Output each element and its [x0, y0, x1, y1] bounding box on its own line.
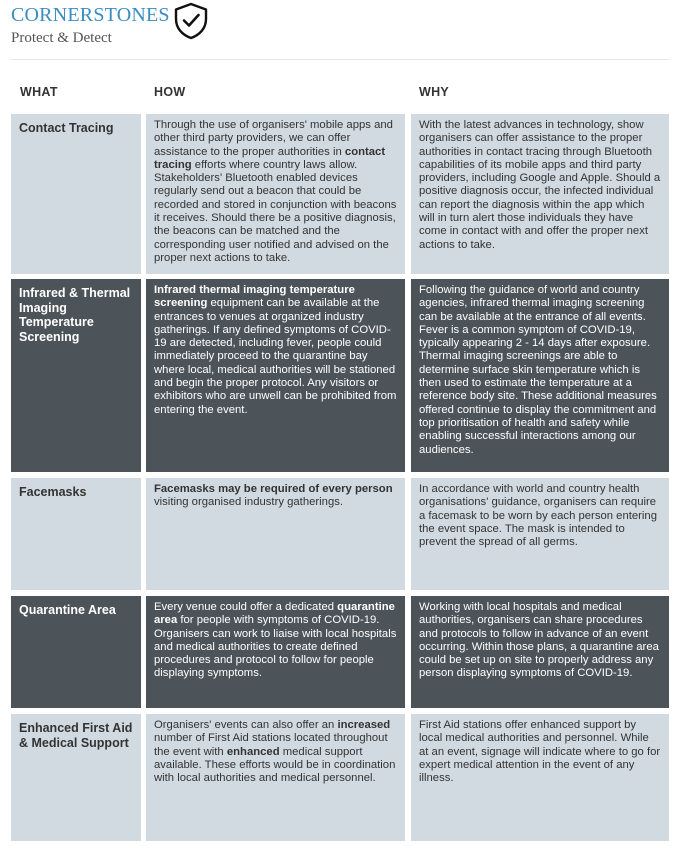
- row-how: Infrared thermal imaging temperature screening equipment can be available at the entrances to venues at organized industry gatherings. If any defined symptoms of COVID-19 are detected, including fever, people could immediately proceed to the quarantine bay where local, medical authorities will be stationed and begin the proper protocol. Any visitors or exhibitors who are unwell can be prohibited from entering the event.: [146, 279, 405, 472]
- column-header-why: WHY: [419, 85, 450, 99]
- shield-check-icon: [173, 2, 209, 40]
- row-why: In accordance with world and country health organisations' guidance, organisers can require a facemask to be worn by each person entering the event space. The mask is intended to prevent the spread of all germs.: [411, 478, 669, 590]
- row-why: With the latest advances in technology, show organisers can offer assistance to the proper authorities in contact tracing through Bluetooth capabilities of its mobile apps and third party providers, including Google and Apple. Should a positive diagnosis occur, the infected individual can report the diagnosis within the app which will in turn alert those individuals they have come in contact with and offer the proper next actions to take.: [411, 114, 669, 274]
- header: [11, 4, 170, 47]
- row-what: Contact Tracing: [11, 114, 141, 274]
- brand-subtitle: Protect & Detect: [11, 30, 112, 46]
- brand-title: CORNERSTONES: [11, 4, 170, 26]
- row-what: Quarantine Area: [11, 596, 141, 708]
- row-why: Following the guidance of world and country agencies, infrared thermal imaging screening can be available at the entrance of all events. Fever is a common symptom of COVID-19, typically appearing 2 - 14 days after exposure. Thermal imaging screenings are able to determine surface skin temperature which is then used to estimate the temperature at a reference body site. These additional measures offered continue to display the commitment and top prioritisation of health and safety while enabling successful interactions among our audiences.: [411, 279, 669, 472]
- row-why: Working with local hospitals and medical authorities, organisers can share procedures and protocols to follow in advance of an event occurring. Within those plans, a quarantine area could be set up on site to properly address any person displaying symptoms of COVID-19.: [411, 596, 669, 708]
- header-divider: [11, 59, 669, 60]
- row-why: First Aid stations offer enhanced support by local medical authorities and personnel. While at an event, signage will indicate where to go for expert medical attention in the event of any illness.: [411, 714, 669, 841]
- row-what: Facemasks: [11, 478, 141, 590]
- row-how: Every venue could offer a dedicated quarantine area for people with symptoms of COVID-19. Organisers can work to liaise with local hospitals and medical authorities to create defined procedures and protocol to follow for people displaying symptoms.: [146, 596, 405, 708]
- row-how: Facemasks may be required of every person visiting organised industry gatherings.: [146, 478, 405, 590]
- row-what: Infrared & Thermal Imaging Temperature Screening: [11, 279, 141, 472]
- column-header-what: WHAT: [20, 85, 58, 99]
- row-what: Enhanced First Aid & Medical Support: [11, 714, 141, 841]
- row-how: Through the use of organisers' mobile apps and other third party providers, we can offer assistance to the proper authorities in contact tracing efforts where country laws allow. Stakeholders' Bluetooth enabled devices regularly send out a beacon that could be recorded and stored in conjunction with beacons it receives. Should there be a positive diagnosis, the beacons can be matched and the corresponding user notified and advised on the proper next actions to take.: [146, 114, 405, 274]
- row-how: Organisers' events can also offer an increased number of First Aid stations located throughout the event with enhanced medical support available. These efforts would be in coordination with local authorities and medical personnel.: [146, 714, 405, 841]
- column-header-how: HOW: [154, 85, 186, 99]
